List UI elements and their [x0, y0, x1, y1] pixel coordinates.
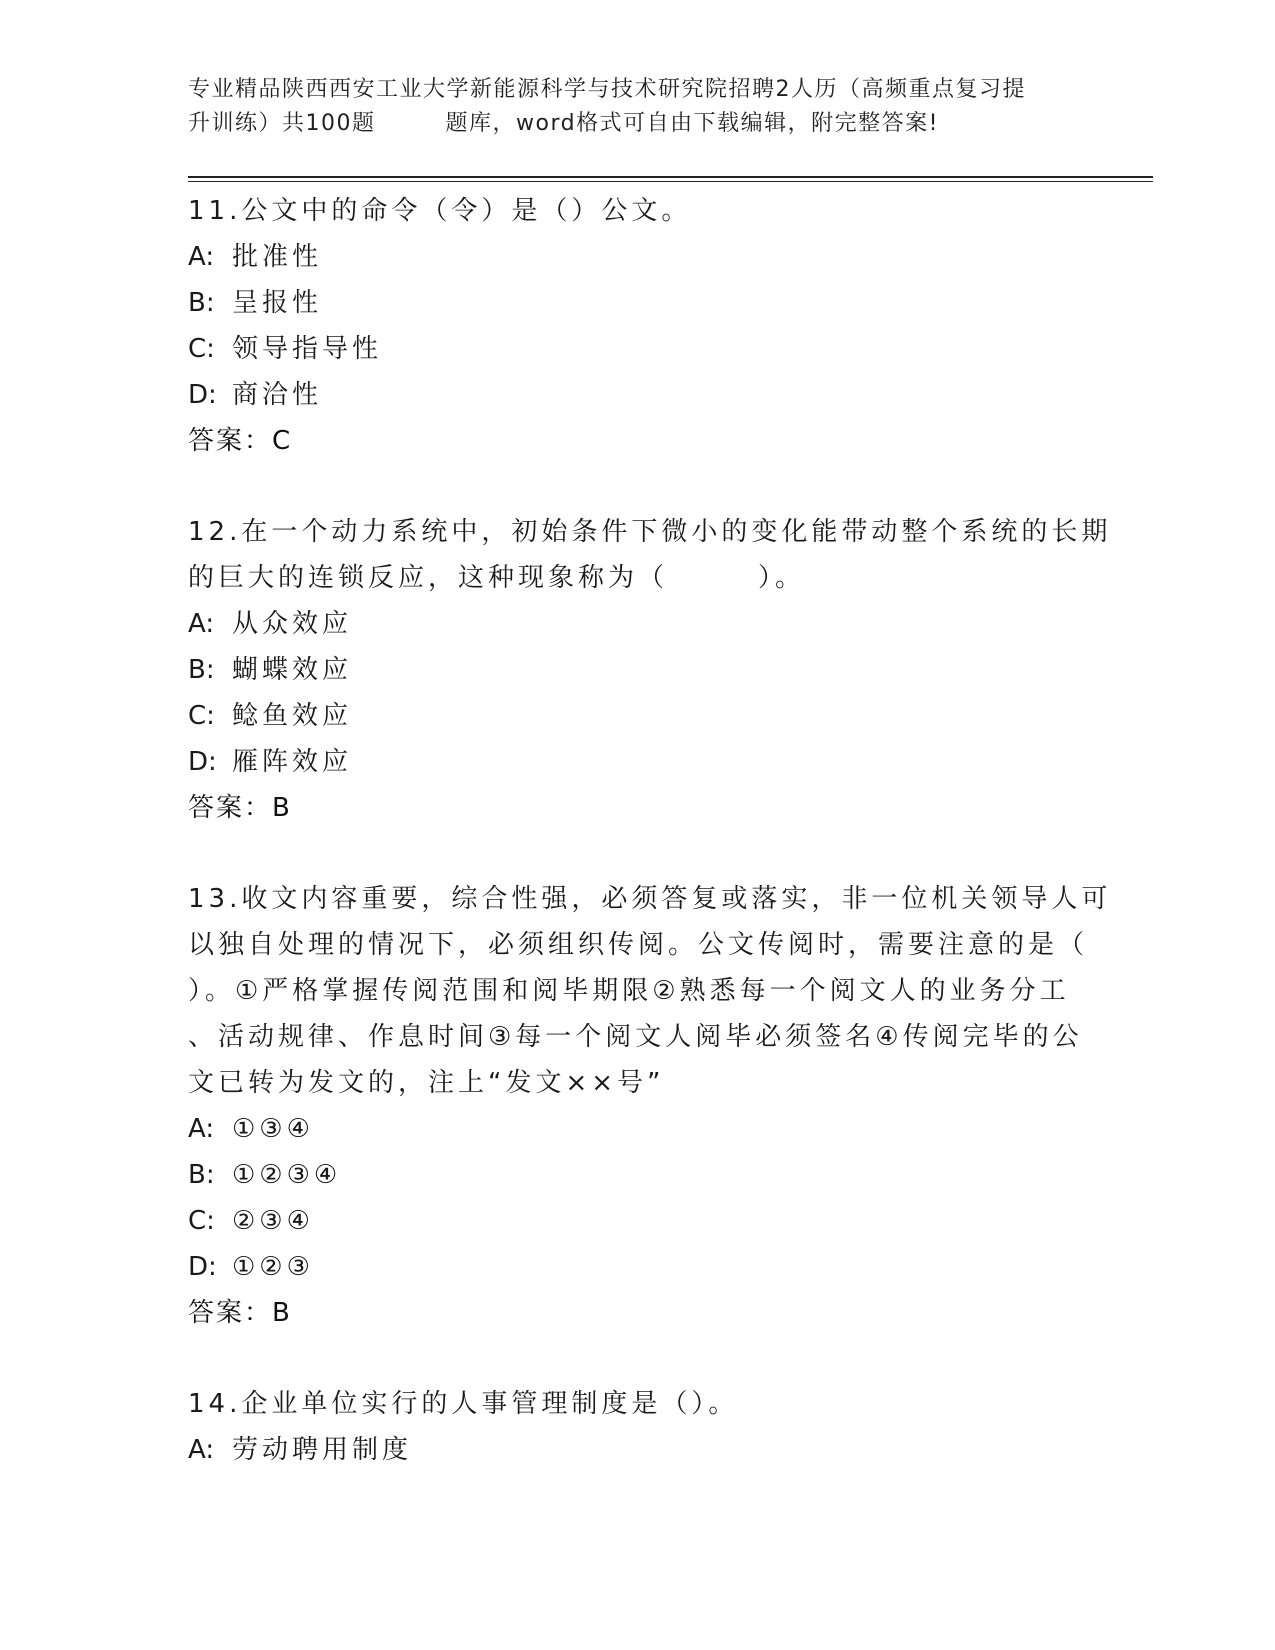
option-a: [188, 1106, 1078, 1152]
question-stem-line: 13.收文内容重要，综合性强，必须答复或落实，非一位机关领导人可: [188, 884, 1112, 914]
option-c: [188, 326, 1078, 372]
option-key: B:: [188, 1160, 215, 1190]
answer: 答案：B: [188, 793, 292, 823]
question-12: [188, 509, 1112, 831]
option-d: [188, 739, 1078, 785]
option-key: B:: [188, 288, 215, 318]
option-b: [188, 1152, 1078, 1198]
question-stem: 14.企业单位实行的人事管理制度是（）。: [188, 1389, 739, 1419]
option-text: 雁阵效应: [232, 747, 353, 777]
question-stem-line: 文已转为发文的，注上“发文××号”: [188, 1068, 665, 1098]
option-key: C:: [188, 1206, 215, 1236]
question-stem-line: ）。①严格掌握传阅范围和阅毕期限②熟悉每一个阅文人的业务分工: [188, 976, 1070, 1006]
option-text: 领导指导性: [232, 334, 383, 364]
option-text: ①③④: [232, 1114, 314, 1144]
option-d: [188, 1244, 1078, 1290]
option-a: [188, 1427, 1078, 1473]
option-key: A:: [188, 1114, 215, 1144]
question-11: [188, 188, 1078, 464]
option-key: D:: [188, 380, 217, 410]
option-b: [188, 647, 1078, 693]
option-text: ①②③: [232, 1252, 314, 1282]
option-a: [188, 601, 1078, 647]
option-key: D:: [188, 1252, 217, 1282]
option-key: C:: [188, 334, 215, 364]
option-a: [188, 234, 1078, 280]
option-b: [188, 280, 1078, 326]
header-divider: [188, 176, 1153, 178]
option-text: 商洽性: [232, 380, 323, 410]
option-text: 从众效应: [232, 609, 353, 639]
page-header: [188, 73, 1088, 141]
option-text: 鲶鱼效应: [232, 701, 353, 731]
option-d: [188, 372, 1078, 418]
option-text: ①②③④: [232, 1160, 342, 1190]
question-stem-line: 12.在一个动力系统中，初始条件下微小的变化能带动整个系统的长期: [188, 517, 1112, 547]
option-text: 劳动聘用制度: [232, 1435, 413, 1465]
option-key: D:: [188, 747, 217, 777]
option-key: A:: [188, 242, 215, 272]
option-key: B:: [188, 655, 215, 685]
option-c: [188, 1198, 1078, 1244]
question-stem-line: 、活动规律、作息时间③每一个阅文人阅毕必须签名④传阅完毕的公: [188, 1022, 1083, 1052]
option-text: 呈报性: [232, 288, 323, 318]
header-divider-thin: [188, 181, 1153, 182]
option-key: A:: [188, 1435, 215, 1465]
option-key: C:: [188, 701, 215, 731]
answer: 答案：C: [188, 426, 293, 456]
option-text: ②③④: [232, 1206, 314, 1236]
header-line-2-right: 题库，word格式可自由下载编辑，附完整答案!: [445, 111, 939, 136]
question-stem-line: 以独自处理的情况下，必须组织传阅。公文传阅时，需要注意的是（: [188, 930, 1089, 960]
question-stem: 11.公文中的命令（令）是（）公文。: [188, 196, 692, 226]
question-stem-line: 的巨大的连锁反应，这种现象称为（ ）。: [188, 563, 806, 593]
option-text: 蝴蝶效应: [232, 655, 353, 685]
answer: 答案：B: [188, 1298, 292, 1328]
question-list: [188, 188, 1112, 1473]
header-line-2: [188, 107, 1088, 141]
option-key: A:: [188, 609, 215, 639]
header-line-1: 专业精品陕西西安工业大学新能源科学与技术研究院招聘2人历（高频重点复习提: [188, 77, 1026, 102]
question-14: [188, 1381, 1078, 1473]
header-line-2-left: 升训练）共100题: [188, 111, 376, 136]
question-13: [188, 876, 1112, 1336]
option-text: 批准性: [232, 242, 323, 272]
option-c: [188, 693, 1078, 739]
